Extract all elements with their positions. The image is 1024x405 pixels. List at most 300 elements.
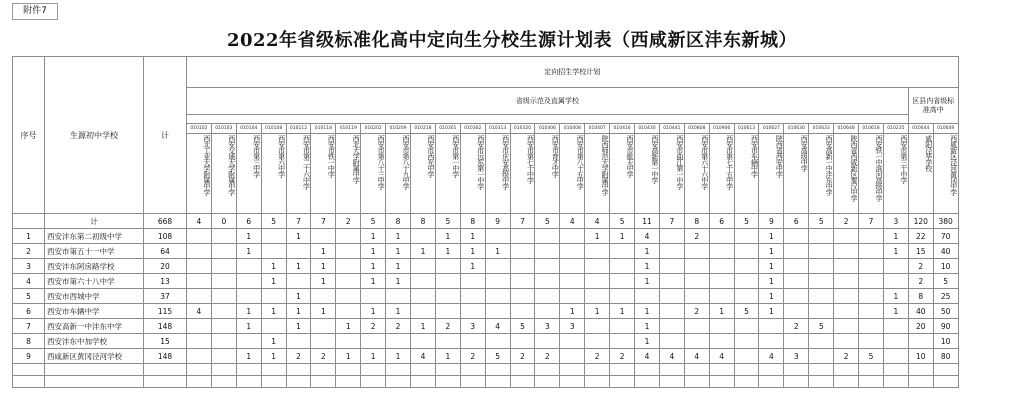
row-value-cell: 1	[361, 349, 386, 364]
school-name: 西安市曲江第一中学	[659, 134, 684, 214]
total-value-cell: 0	[211, 214, 236, 229]
row-value-cell	[659, 289, 684, 304]
row-value-cell	[286, 244, 311, 259]
row-value-cell	[709, 259, 734, 274]
row-value-cell: 1	[485, 244, 510, 259]
empty-cell	[311, 376, 336, 388]
empty-cell	[784, 376, 809, 388]
total-row	[13, 214, 959, 229]
row-value-cell: 1	[635, 274, 660, 289]
empty-cell	[560, 376, 585, 388]
empty-cell	[435, 376, 460, 388]
row-value-cell	[411, 334, 436, 349]
school-name: 西安市第六中学	[261, 134, 286, 214]
row-value-cell	[859, 289, 884, 304]
row-value-cell	[684, 244, 709, 259]
empty-cell	[809, 364, 834, 376]
row-value-cell	[535, 229, 560, 244]
attachment-label: 附件7	[12, 3, 58, 20]
row-value-cell	[859, 304, 884, 319]
row-value-cell	[908, 334, 933, 349]
empty-cell	[144, 376, 187, 388]
row-value-cell	[411, 289, 436, 304]
row-total: 15	[144, 334, 187, 349]
empty-cell	[336, 364, 361, 376]
row-value-cell	[809, 229, 834, 244]
school-name: 西安市第三中学	[236, 134, 261, 214]
row-value-cell	[435, 334, 460, 349]
row-value-cell: 50	[933, 304, 958, 319]
row-value-cell	[734, 274, 759, 289]
row-seq: 6	[13, 304, 45, 319]
row-value-cell: 5	[809, 319, 834, 334]
row-value-cell: 1	[361, 244, 386, 259]
total-value-cell: 120	[908, 214, 933, 229]
row-value-cell: 1	[585, 304, 610, 319]
row-value-cell: 70	[933, 229, 958, 244]
row-value-cell	[734, 259, 759, 274]
school-name: 西安市铁一中学	[311, 134, 336, 214]
table-row	[13, 259, 959, 274]
row-value-cell: 5	[859, 349, 884, 364]
row-value-cell: 1	[311, 304, 336, 319]
table-row	[13, 274, 959, 289]
school-code: 010618	[859, 124, 884, 134]
empty-cell	[933, 364, 958, 376]
school-code: 010627	[759, 124, 784, 134]
header-total: 计	[144, 57, 187, 214]
empty-row	[13, 364, 959, 376]
total-value-cell: 7	[311, 214, 336, 229]
row-value-cell: 1	[709, 304, 734, 319]
row-value-cell	[684, 334, 709, 349]
row-value-cell: 1	[610, 229, 635, 244]
row-value-cell	[734, 334, 759, 349]
row-value-cell: 2	[610, 349, 635, 364]
total-value-cell: 2	[336, 214, 361, 229]
row-value-cell	[535, 244, 560, 259]
row-value-cell: 3	[560, 319, 585, 334]
school-name: 西安市航天中学	[610, 134, 635, 214]
row-value-cell	[460, 334, 485, 349]
row-value-cell	[485, 259, 510, 274]
empty-cell	[13, 376, 45, 388]
row-value-cell: 1	[286, 289, 311, 304]
row-school-name: 西安沣东中加学校	[45, 334, 144, 349]
table-row	[13, 319, 959, 334]
row-value-cell: 5	[933, 274, 958, 289]
row-value-cell	[734, 244, 759, 259]
row-value-cell	[709, 244, 734, 259]
row-value-cell	[435, 289, 460, 304]
row-value-cell	[510, 244, 535, 259]
row-value-cell	[510, 304, 535, 319]
row-value-cell	[883, 349, 908, 364]
total-value-cell: 8	[386, 214, 411, 229]
row-value-cell: 1	[261, 349, 286, 364]
header-spacer	[187, 115, 909, 124]
row-total: 108	[144, 229, 187, 244]
row-value-cell	[485, 334, 510, 349]
total-sum: 668	[144, 214, 187, 229]
school-code: 010441	[659, 124, 684, 134]
row-value-cell: 1	[336, 319, 361, 334]
row-value-cell	[535, 259, 560, 274]
row-value-cell	[211, 289, 236, 304]
row-school-name: 西安市车辆中学	[45, 304, 144, 319]
row-value-cell: 2	[535, 349, 560, 364]
empty-row	[13, 376, 959, 388]
header-row-1	[13, 57, 959, 88]
total-value-cell: 5	[535, 214, 560, 229]
row-value-cell	[435, 304, 460, 319]
row-value-cell	[187, 289, 212, 304]
row-value-cell	[659, 244, 684, 259]
plan-table	[12, 56, 959, 388]
row-value-cell: 1	[236, 319, 261, 334]
row-value-cell	[784, 304, 809, 319]
school-code: 010630	[784, 124, 809, 134]
row-value-cell	[485, 229, 510, 244]
row-value-cell: 1	[635, 319, 660, 334]
school-name: 西安市第八十九中学	[386, 134, 411, 214]
total-value-cell: 8	[411, 214, 436, 229]
row-value-cell	[610, 319, 635, 334]
empty-cell	[933, 376, 958, 388]
school-name: 西安市第二十六中学	[286, 134, 311, 214]
row-value-cell	[809, 304, 834, 319]
row-value-cell	[635, 289, 660, 304]
school-name: 西安市远东第一中学	[460, 134, 485, 214]
row-total: 115	[144, 304, 187, 319]
row-value-cell: 1	[386, 274, 411, 289]
school-code: 010906	[709, 124, 734, 134]
row-value-cell	[859, 244, 884, 259]
row-value-cell	[859, 229, 884, 244]
total-value-cell: 5	[361, 214, 386, 229]
total-value-cell: 7	[510, 214, 535, 229]
empty-cell	[13, 364, 45, 376]
school-name: 西安市庆安高级中学	[485, 134, 510, 214]
row-value-cell: 2	[286, 349, 311, 364]
empty-cell	[684, 364, 709, 376]
row-value-cell	[659, 334, 684, 349]
row-value-cell	[834, 259, 859, 274]
row-value-cell: 1	[236, 349, 261, 364]
school-name: 西安市第七十中学	[510, 134, 535, 214]
row-value-cell	[859, 319, 884, 334]
row-value-cell: 1	[386, 259, 411, 274]
school-code: 010406	[535, 124, 560, 134]
row-seq: 7	[13, 319, 45, 334]
empty-cell	[883, 364, 908, 376]
row-value-cell: 4	[485, 319, 510, 334]
school-name: 陕西省西安中学	[759, 134, 784, 214]
row-value-cell: 1	[435, 229, 460, 244]
row-value-cell: 1	[759, 259, 784, 274]
total-value-cell: 5	[809, 214, 834, 229]
empty-cell	[45, 376, 144, 388]
row-value-cell: 1	[460, 229, 485, 244]
row-value-cell	[709, 289, 734, 304]
row-school-name: 西安市西城中学	[45, 289, 144, 304]
row-total: 148	[144, 349, 187, 364]
empty-cell	[411, 376, 436, 388]
empty-cell	[659, 376, 684, 388]
school-name: 西北工业大学附属中学	[187, 134, 212, 214]
row-seq: 9	[13, 349, 45, 364]
row-value-cell: 1	[635, 259, 660, 274]
row-value-cell	[187, 349, 212, 364]
total-value-cell: 2	[834, 214, 859, 229]
school-name: 西安市车辆中学	[734, 134, 759, 214]
empty-cell	[709, 376, 734, 388]
school-name: 咸阳泾华学校	[908, 134, 933, 214]
total-value-cell: 4	[560, 214, 585, 229]
row-value-cell	[510, 289, 535, 304]
row-value-cell: 1	[361, 259, 386, 274]
school-code: 010108	[261, 124, 286, 134]
empty-cell	[211, 364, 236, 376]
header-source-school: 生源初中学校	[45, 57, 144, 214]
school-name: 西北大学附属中学	[336, 134, 361, 214]
row-value-cell: 4	[635, 349, 660, 364]
empty-cell	[211, 376, 236, 388]
table-row	[13, 229, 959, 244]
row-value-cell	[809, 334, 834, 349]
header-county: 区县内省级标准高中	[908, 88, 958, 124]
row-value-cell	[460, 289, 485, 304]
row-school-name: 西安沣东第二初级中学	[45, 229, 144, 244]
row-value-cell	[784, 274, 809, 289]
row-value-cell: 1	[386, 304, 411, 319]
row-value-cell	[610, 289, 635, 304]
row-value-cell	[236, 334, 261, 349]
row-value-cell: 1	[759, 229, 784, 244]
row-value-cell: 1	[435, 349, 460, 364]
total-seq-cell	[13, 214, 45, 229]
empty-cell	[361, 364, 386, 376]
row-value-cell	[535, 304, 560, 319]
row-value-cell: 1	[435, 244, 460, 259]
row-value-cell	[809, 244, 834, 259]
total-value-cell: 8	[460, 214, 485, 229]
row-value-cell	[386, 334, 411, 349]
row-value-cell: 20	[908, 319, 933, 334]
row-value-cell	[286, 334, 311, 349]
school-code: 010235	[883, 124, 908, 134]
school-name: 西安高新第一中学	[635, 134, 660, 214]
row-seq: 4	[13, 274, 45, 289]
row-total: 37	[144, 289, 187, 304]
row-value-cell: 1	[286, 304, 311, 319]
row-value-cell	[236, 259, 261, 274]
row-seq: 8	[13, 334, 45, 349]
row-value-cell	[211, 274, 236, 289]
row-value-cell	[610, 259, 635, 274]
empty-cell	[460, 364, 485, 376]
row-value-cell	[187, 244, 212, 259]
row-value-cell	[659, 319, 684, 334]
row-value-cell	[734, 319, 759, 334]
row-value-cell	[336, 334, 361, 349]
empty-cell	[635, 376, 660, 388]
row-value-cell	[784, 289, 809, 304]
row-value-cell: 40	[908, 304, 933, 319]
row-value-cell	[809, 259, 834, 274]
row-value-cell	[709, 274, 734, 289]
row-value-cell: 1	[361, 304, 386, 319]
school-code: 010808	[684, 124, 709, 134]
row-value-cell	[435, 274, 460, 289]
school-code: 010408	[560, 124, 585, 134]
total-value-cell: 5	[734, 214, 759, 229]
school-name: 西安高新一中沣东中学	[809, 134, 834, 214]
row-value-cell	[834, 304, 859, 319]
row-value-cell: 4	[635, 229, 660, 244]
row-value-cell	[684, 274, 709, 289]
row-value-cell: 10	[933, 259, 958, 274]
row-value-cell	[336, 259, 361, 274]
empty-cell	[709, 364, 734, 376]
empty-cell	[859, 364, 884, 376]
total-value-cell: 6	[784, 214, 809, 229]
row-value-cell	[211, 244, 236, 259]
row-value-cell	[734, 229, 759, 244]
row-value-cell	[485, 304, 510, 319]
row-value-cell	[187, 334, 212, 349]
row-value-cell: 5	[485, 349, 510, 364]
row-value-cell	[211, 229, 236, 244]
row-value-cell: 1	[460, 259, 485, 274]
row-value-cell: 2	[908, 259, 933, 274]
row-value-cell	[560, 229, 585, 244]
row-value-cell	[834, 319, 859, 334]
row-value-cell	[236, 289, 261, 304]
row-value-cell	[759, 334, 784, 349]
row-value-cell	[460, 274, 485, 289]
page-title: 2022年省级标准化高中定向生分校生源计划表（西咸新区沣东新城）	[226, 30, 798, 51]
row-value-cell: 4	[759, 349, 784, 364]
row-value-cell: 1	[585, 229, 610, 244]
school-code: 010118	[311, 124, 336, 134]
total-value-cell: 7	[659, 214, 684, 229]
row-value-cell: 1	[261, 304, 286, 319]
school-name: 西安市第六十六中学	[684, 134, 709, 214]
row-value-cell	[883, 319, 908, 334]
row-school-name: 西安市第六十八中学	[45, 274, 144, 289]
school-code: 010613	[734, 124, 759, 134]
row-value-cell: 2	[784, 319, 809, 334]
row-value-cell	[684, 289, 709, 304]
row-value-cell: 2	[510, 349, 535, 364]
row-value-cell: 2	[834, 349, 859, 364]
row-value-cell: 1	[759, 244, 784, 259]
row-value-cell	[560, 244, 585, 259]
empty-cell	[485, 376, 510, 388]
row-value-cell	[659, 229, 684, 244]
row-seq: 5	[13, 289, 45, 304]
row-value-cell	[734, 349, 759, 364]
row-value-cell	[883, 274, 908, 289]
row-value-cell	[585, 289, 610, 304]
table-row	[13, 304, 959, 319]
row-value-cell	[510, 259, 535, 274]
school-name: 西安市第一中学	[435, 134, 460, 214]
row-value-cell	[510, 334, 535, 349]
empty-cell	[535, 364, 560, 376]
school-code: 010313	[485, 124, 510, 134]
row-value-cell	[585, 244, 610, 259]
total-value-cell: 4	[187, 214, 212, 229]
empty-cell	[510, 364, 535, 376]
school-code: 010416	[610, 124, 635, 134]
empty-cell	[809, 376, 834, 388]
school-code: 010302	[460, 124, 485, 134]
row-value-cell: 5	[734, 304, 759, 319]
row-value-cell: 40	[933, 244, 958, 259]
row-value-cell: 1	[759, 304, 784, 319]
header-provincial: 省级示范及直属学校	[187, 88, 909, 115]
row-value-cell	[187, 229, 212, 244]
row-value-cell	[211, 319, 236, 334]
empty-cell	[908, 376, 933, 388]
empty-cell	[286, 364, 311, 376]
school-code: 010218	[411, 124, 436, 134]
row-value-cell	[610, 244, 635, 259]
total-value-cell: 3	[883, 214, 908, 229]
empty-cell	[361, 376, 386, 388]
row-value-cell: 1	[261, 334, 286, 349]
row-value-cell: 1	[236, 304, 261, 319]
row-value-cell: 2	[585, 349, 610, 364]
row-value-cell	[211, 349, 236, 364]
row-value-cell: 1	[261, 274, 286, 289]
row-value-cell	[411, 274, 436, 289]
row-value-cell: 22	[908, 229, 933, 244]
row-seq: 1	[13, 229, 45, 244]
row-value-cell	[834, 229, 859, 244]
row-value-cell	[834, 334, 859, 349]
row-value-cell: 10	[933, 334, 958, 349]
row-value-cell	[460, 304, 485, 319]
empty-cell	[236, 376, 261, 388]
school-code: 010644	[908, 124, 933, 134]
empty-cell	[535, 376, 560, 388]
empty-cell	[734, 364, 759, 376]
empty-cell	[261, 364, 286, 376]
row-value-cell	[361, 289, 386, 304]
empty-cell	[411, 364, 436, 376]
row-value-cell	[585, 334, 610, 349]
row-value-cell	[211, 259, 236, 274]
table-row	[13, 289, 959, 304]
row-value-cell: 1	[635, 304, 660, 319]
row-value-cell	[834, 244, 859, 259]
row-value-cell	[336, 274, 361, 289]
row-value-cell	[709, 229, 734, 244]
school-code: 010320	[510, 124, 535, 134]
row-value-cell	[535, 274, 560, 289]
empty-cell	[144, 364, 187, 376]
row-value-cell: 1	[759, 289, 784, 304]
row-value-cell	[585, 259, 610, 274]
row-value-cell: 1	[311, 274, 336, 289]
table-row	[13, 244, 959, 259]
empty-cell	[585, 376, 610, 388]
row-value-cell	[859, 274, 884, 289]
school-name: 西安交通大学附属中学	[211, 134, 236, 214]
